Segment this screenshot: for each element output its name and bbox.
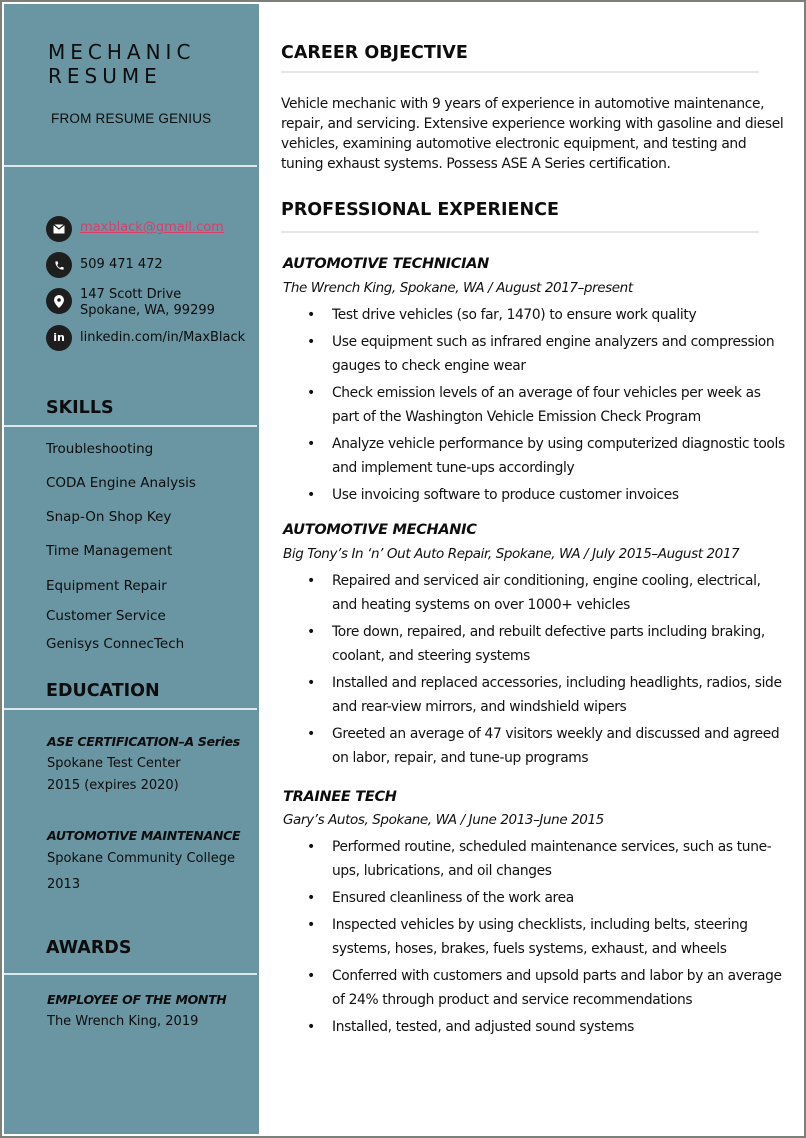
job-bullet: • Inspected vehicles by using checklists, including belts, steering systems, hoses, brakes, fuels systems, exhaust, and wheels <box>307 913 787 961</box>
job-bullet: • Repaired and serviced air conditioning, engine cooling, electrical, and heating systems on over 1000+ vehicles <box>307 569 787 617</box>
job-bullet: • Installed and replaced accessories, including headlights, radios, side and rear-view mirrors, and windshield wipers <box>307 671 787 719</box>
sidebar <box>4 4 259 1134</box>
awards-heading: AWARDS <box>46 938 132 958</box>
resume-title <box>48 40 195 88</box>
education-heading: EDUCATION <box>46 681 160 701</box>
location-pin-icon <box>46 288 72 314</box>
job-title: TRAINEE TECH <box>283 789 397 805</box>
job-meta: Big Tony’s In ‘n’ Out Auto Repair, Spokane, WA / July 2015–August 2017 <box>283 546 740 562</box>
linkedin-url[interactable]: linkedin.com/in/MaxBlack <box>80 330 246 345</box>
job-bullet: • Use invoicing software to produce customer invoices <box>307 483 787 507</box>
phone-icon <box>46 252 72 278</box>
objective-rule <box>281 71 759 73</box>
contact-phone <box>46 252 163 278</box>
job-bullet: • Check emission levels of an average of four vehicles per week as part of the Washington Vehicle Emission Check Program <box>307 381 787 429</box>
job-bullets <box>307 569 787 773</box>
award-title: EMPLOYEE OF THE MONTH <box>47 992 227 1007</box>
objective-heading: CAREER OBJECTIVE <box>281 43 468 63</box>
objective-text: Vehicle mechanic with 9 years of experience in automotive maintenance, repair, and servicing. Extensive experience working with gasoline and diesel vehicles, examining automotive electronic equipment, and testing and tuning exhaust systems. Possess ASE A Series certification. <box>281 96 784 172</box>
job-bullets <box>307 303 787 510</box>
education-institution: Spokane Community College <box>47 851 235 866</box>
job-bullet: • Analyze vehicle performance by using computerized diagnostic tools and implement tune-ups accordingly <box>307 432 787 480</box>
skill-item: CODA Engine Analysis <box>46 475 196 491</box>
experience-rule <box>281 231 759 233</box>
resume-page <box>4 4 802 1134</box>
skills-divider <box>4 425 257 427</box>
job-bullet: • Tore down, repaired, and rebuilt defective parts including braking, coolant, and steering systems <box>307 620 787 668</box>
job-bullet: • Installed, tested, and adjusted sound systems <box>307 1015 787 1039</box>
education-divider <box>4 708 257 710</box>
education-title: ASE CERTIFICATION–A Series <box>47 734 240 749</box>
job-bullet: • Performed routine, scheduled maintenance services, such as tune-ups, lubrications, and oil changes <box>307 835 787 883</box>
job-bullet: • Use equipment such as infrared engine analyzers and compression gauges to check engine wear <box>307 330 787 378</box>
job-title: AUTOMOTIVE MECHANIC <box>283 522 477 538</box>
skill-item: Snap-On Shop Key <box>46 509 172 525</box>
experience-heading: PROFESSIONAL EXPERIENCE <box>281 200 559 220</box>
job-bullet: • Test drive vehicles (so far, 1470) to ensure work quality <box>307 303 787 327</box>
education-date: 2013 <box>47 877 81 892</box>
linkedin-icon: in <box>46 325 72 351</box>
email-link[interactable]: maxblack@gmail.com <box>80 220 224 235</box>
skill-item: Troubleshooting <box>46 441 154 457</box>
job-bullet: • Conferred with customers and upsold parts and labor by an average of 24% through product and service recommendations <box>307 964 787 1012</box>
job-title: AUTOMOTIVE TECHNICIAN <box>283 256 489 272</box>
phone-number: 509 471 472 <box>80 257 163 272</box>
address-line1: 147 Scott Drive <box>80 287 182 302</box>
resume-subtitle: FROM RESUME GENIUS <box>51 111 212 126</box>
resume-title-line2: RESUME <box>48 64 162 88</box>
skill-item: Time Management <box>46 543 173 559</box>
job-meta: Gary’s Autos, Spokane, WA / June 2013–June 2015 <box>283 812 604 828</box>
awards-divider <box>4 973 257 975</box>
email-icon <box>46 216 72 242</box>
award-detail: The Wrench King, 2019 <box>47 1014 199 1029</box>
skill-item: Customer Service <box>46 608 166 624</box>
job-meta: The Wrench King, Spokane, WA / August 2017–present <box>283 280 633 296</box>
resume-title-line1: MECHANIC <box>48 40 196 64</box>
skills-heading: SKILLS <box>46 398 114 418</box>
skill-item: Genisys ConnecTech <box>46 636 185 652</box>
skill-item: Equipment Repair <box>46 578 167 594</box>
education-date: 2015 (expires 2020) <box>47 778 179 793</box>
job-bullet: • Greeted an average of 47 visitors weekly and discussed and agreed on labor, repair, and tune-up programs <box>307 722 787 770</box>
education-institution: Spokane Test Center <box>47 756 181 771</box>
contact-email <box>46 216 224 242</box>
job-bullets <box>307 835 787 1042</box>
sidebar-divider <box>4 165 257 167</box>
contact-linkedin <box>46 325 245 351</box>
address-line2: Spokane, WA, 99299 <box>80 303 215 318</box>
job-bullet: • Ensured cleanliness of the work area <box>307 886 787 910</box>
education-title: AUTOMOTIVE MAINTENANCE <box>47 828 241 843</box>
contact-address <box>46 286 215 319</box>
